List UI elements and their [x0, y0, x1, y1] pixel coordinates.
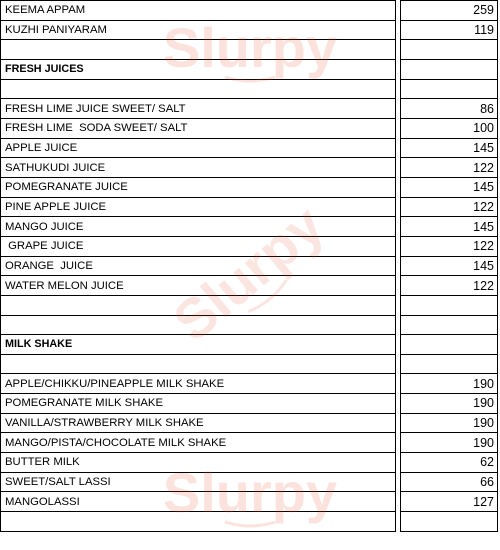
item-name — [1, 512, 396, 532]
item-name — [1, 79, 396, 99]
item-price: 62 — [401, 453, 498, 473]
svg-text:Slurpy: Slurpy — [161, 192, 336, 354]
item-price: 122 — [401, 276, 498, 296]
menu-item-row — [1, 118, 498, 138]
item-price: 127 — [401, 492, 498, 512]
menu-item-row — [1, 236, 498, 256]
item-price: 190 — [401, 394, 498, 414]
item-price: 145 — [401, 217, 498, 237]
item-price: 259 — [401, 1, 498, 21]
item-name: APPLE/CHIKKU/PINEAPPLE MILK SHAKE — [1, 374, 396, 394]
menu-item-row — [1, 138, 498, 158]
item-price — [401, 335, 498, 355]
menu-item-row — [1, 1, 498, 21]
section-heading: FRESH JUICES — [1, 59, 396, 79]
blank-row — [1, 354, 498, 374]
blank-row — [1, 295, 498, 315]
item-name: POMEGRANATE JUICE — [1, 177, 396, 197]
menu-item-row — [1, 453, 498, 473]
item-price — [401, 315, 498, 335]
svg-text:Slurpy: Slurpy — [162, 461, 338, 524]
section-heading-row — [1, 59, 498, 79]
menu-item-row — [1, 276, 498, 296]
item-price: 190 — [401, 374, 498, 394]
item-name: SATHUKUDI JUICE — [1, 158, 396, 178]
item-price: 100 — [401, 118, 498, 138]
menu-item-row — [1, 177, 498, 197]
item-price: 86 — [401, 99, 498, 119]
item-price — [401, 79, 498, 99]
item-price: 190 — [401, 413, 498, 433]
blank-row — [1, 79, 498, 99]
item-price: 122 — [401, 158, 498, 178]
item-name: APPLE JUICE — [1, 138, 396, 158]
menu-body — [1, 1, 498, 532]
item-name: PINE APPLE JUICE — [1, 197, 396, 217]
menu-item-row — [1, 472, 498, 492]
menu-item-row — [1, 99, 498, 119]
item-price: 119 — [401, 20, 498, 40]
item-price: 66 — [401, 472, 498, 492]
item-name — [1, 295, 396, 315]
item-price — [401, 295, 498, 315]
item-price: 145 — [401, 177, 498, 197]
item-price: 190 — [401, 433, 498, 453]
svg-text:Slurpy: Slurpy — [162, 16, 338, 79]
item-name: MANGO/PISTA/CHOCOLATE MILK SHAKE — [1, 433, 396, 453]
item-name: ORANGE JUICE — [1, 256, 396, 276]
menu-item-row — [1, 217, 498, 237]
item-price: 122 — [401, 197, 498, 217]
menu-item-row — [1, 413, 498, 433]
item-name: POMEGRANATE MILK SHAKE — [1, 394, 396, 414]
item-price: 145 — [401, 256, 498, 276]
item-name: GRAPE JUICE — [1, 236, 396, 256]
item-name — [1, 354, 396, 374]
item-name: VANILLA/STRAWBERRY MILK SHAKE — [1, 413, 396, 433]
menu-item-row — [1, 20, 498, 40]
item-name: MANGOLASSI — [1, 492, 396, 512]
item-price: 145 — [401, 138, 498, 158]
menu-item-row — [1, 197, 498, 217]
menu-item-row — [1, 433, 498, 453]
item-name — [1, 40, 396, 60]
item-name — [1, 315, 396, 335]
item-price — [401, 59, 498, 79]
item-price — [401, 354, 498, 374]
item-name: MANGO JUICE — [1, 217, 396, 237]
item-price — [401, 512, 498, 532]
item-name: FRESH LIME JUICE SWEET/ SALT — [1, 99, 396, 119]
item-name: KEEMA APPAM — [1, 1, 396, 21]
item-name: SWEET/SALT LASSI — [1, 472, 396, 492]
section-heading: MILK SHAKE — [1, 335, 396, 355]
menu-item-row — [1, 158, 498, 178]
item-name: FRESH LIME SODA SWEET/ SALT — [1, 118, 396, 138]
section-heading-row — [1, 335, 498, 355]
item-name: BUTTER MILK — [1, 453, 396, 473]
menu-item-row — [1, 492, 498, 512]
item-name: WATER MELON JUICE — [1, 276, 396, 296]
blank-row — [1, 512, 498, 532]
blank-row — [1, 40, 498, 60]
menu-item-row — [1, 394, 498, 414]
blank-row — [1, 315, 498, 335]
item-price — [401, 40, 498, 60]
item-price: 122 — [401, 236, 498, 256]
menu-item-row — [1, 374, 498, 394]
menu-item-row — [1, 256, 498, 276]
item-name: KUZHI PANIYARAM — [1, 20, 396, 40]
